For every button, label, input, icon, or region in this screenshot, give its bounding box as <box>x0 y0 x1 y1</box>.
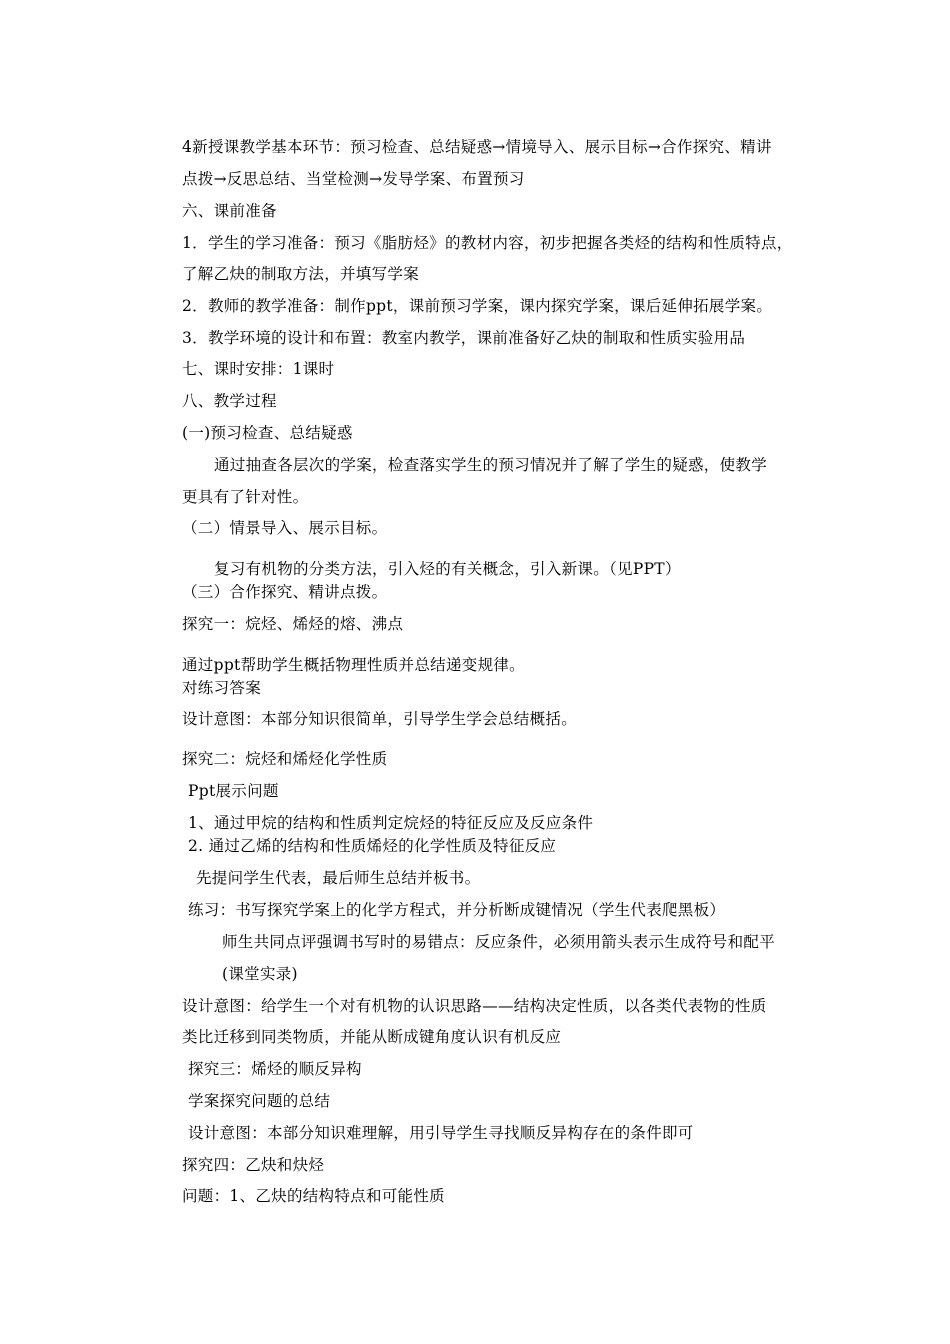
text-line: 设计意图：给学生一个对有机物的认识思路——结构决定性质，以各类代表物的性质 <box>182 997 767 1015</box>
section-heading: 六、课前准备 <box>182 202 277 220</box>
text-line: 了解乙炔的制取方法，并填写学案 <box>182 265 420 283</box>
text-line: (课堂实录) <box>222 965 298 983</box>
text-line: 探究四：乙炔和炔烃 <box>182 1156 325 1174</box>
text-line: 点拨→反思总结、当堂检测→发导学案、布置预习 <box>182 170 525 188</box>
text-line: 通过抽查各层次的学案，检查落实学生的预习情况并了解了学生的疑惑，使教学 <box>214 456 768 474</box>
text-line: 练习：书写探究学案上的化学方程式，并分析断成键情况（学生代表爬黑板） <box>188 901 726 919</box>
text-line: 对练习答案 <box>182 679 262 697</box>
text-line: 学案探究问题的总结 <box>188 1092 331 1110</box>
text-line: 先提问学生代表，最后师生总结并板书。 <box>196 869 481 887</box>
text-line: 2．教师的教学准备：制作ppt，课前预习学案，课内探究学案，课后延伸拓展学案。 <box>182 297 773 315</box>
text-line: 3．教学环境的设计和布置：教室内教学，课前准备好乙炔的制取和性质实验用品 <box>182 329 746 347</box>
text-line: 1．学生的学习准备：预习《脂肪烃》的教材内容，初步把握各类烃的结构和性质特点， <box>182 234 793 252</box>
text-line: 探究一：烷烃、烯烃的熔、沸点 <box>182 615 404 633</box>
text-line: 师生共同点评强调书写时的易错点：反应条件，必须用箭头表示生成符号和配平 <box>222 933 776 951</box>
subsection-heading: （三）合作探究、精讲点拨。 <box>182 583 388 601</box>
text-line: 探究三：烯烃的顺反异构 <box>188 1060 362 1078</box>
text-line: 问题：1、乙炔的结构特点和可能性质 <box>182 1187 445 1205</box>
subsection-heading: （二）情景导入、展示目标。 <box>182 519 388 537</box>
list-item: 1、通过甲烷的结构和性质判定烷烃的特征反应及反应条件 <box>188 814 594 832</box>
text-line: 设计意图：本部分知识很简单，引导学生学会总结概括。 <box>182 710 578 728</box>
text-line: Ppt展示问题 <box>188 782 279 800</box>
text-line: 4新授课教学基本环节：预习检查、总结疑惑→情境导入、展示目标→合作探究、精讲 <box>182 138 772 156</box>
section-heading: 八、教学过程 <box>182 392 277 410</box>
text-line: 通过ppt帮助学生概括物理性质并总结递变规律。 <box>182 656 525 674</box>
text-line: 探究二：烷烃和烯烃化学性质 <box>182 750 388 768</box>
text-line: 复习有机物的分类方法，引入烃的有关概念，引入新课。（见PPT） <box>214 560 681 578</box>
subsection-heading: (一)预习检查、总结疑惑 <box>182 424 353 442</box>
text-line: 设计意图：本部分知识难理解，用引导学生寻找顺反异构存在的条件即可 <box>188 1124 694 1142</box>
text-line: 类比迁移到同类物质，并能从断成键角度认识有机反应 <box>182 1028 562 1046</box>
text-line: 更具有了针对性。 <box>182 488 309 506</box>
list-item: 2. 通过乙烯的结构和性质烯烃的化学性质及特征反应 <box>188 837 557 855</box>
section-heading: 七、课时安排：1课时 <box>182 360 335 378</box>
